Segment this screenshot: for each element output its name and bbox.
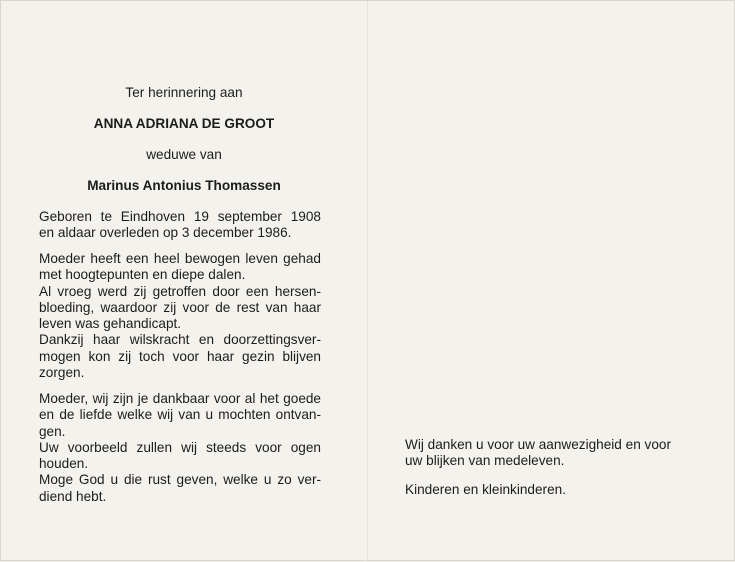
- paragraph-line: zorgen.: [39, 365, 85, 381]
- paragraph-line: leven was gehandicapt.: [39, 316, 182, 332]
- paragraph-line: Uw voorbeeld zullen wij steeds voor ogen: [39, 439, 321, 455]
- paragraph-line: en aldaar overleden op 3 december 1986.: [39, 225, 292, 241]
- birth-death-paragraph: [39, 209, 321, 242]
- paragraph-line: Al vroeg werd zij getroffen door een hersen-: [39, 283, 321, 299]
- paragraph-line: Wij danken u voor uw aanwezigheid en voor: [405, 437, 671, 452]
- paragraph-line: met hoogtepunten en diepe dalen.: [39, 267, 246, 283]
- paragraph-line: mogen kon zij toch voor haar gezin blijven: [39, 348, 321, 364]
- paragraph-line: houden.: [39, 456, 89, 472]
- husband-name: Marinus Antonius Thomassen: [87, 178, 281, 193]
- left-panel: [1, 1, 367, 562]
- paragraph-line: Moeder, wij zijn je dankbaar voor al het goede: [39, 391, 321, 406]
- widow-of-text: weduwe van: [146, 147, 222, 162]
- life-paragraph: [39, 251, 321, 381]
- right-panel: [367, 1, 735, 562]
- paragraph-line: en de liefde welke wij van u mochten ontvan-: [39, 407, 321, 423]
- paragraph-line: gen.: [39, 423, 66, 439]
- deceased-name: ANNA ADRIANA DE GROOT: [93, 116, 275, 131]
- paragraph-line: Moge God u die rust geven, welke u zo ver-: [39, 472, 321, 488]
- signature-line: Kinderen en kleinkinderen.: [405, 482, 566, 497]
- thanks-paragraph: [405, 437, 705, 470]
- paragraph-line: Moeder heeft een heel bewogen leven gehad: [39, 251, 321, 266]
- intro-text: Ter herinnering aan: [125, 85, 243, 100]
- paragraph-line: diend hebt.: [39, 488, 107, 504]
- paragraph-line: bloeding, waardoor zij voor de rest van haar: [39, 299, 321, 315]
- paragraph-line: Dankzij haar wilskracht en doorzettingsver-: [39, 332, 321, 348]
- paragraph-line: uw blijken van medeleven.: [405, 453, 565, 469]
- paragraph-line: Geboren te Eindhoven 19 september 1908: [39, 209, 321, 224]
- closing-paragraph: [39, 391, 321, 505]
